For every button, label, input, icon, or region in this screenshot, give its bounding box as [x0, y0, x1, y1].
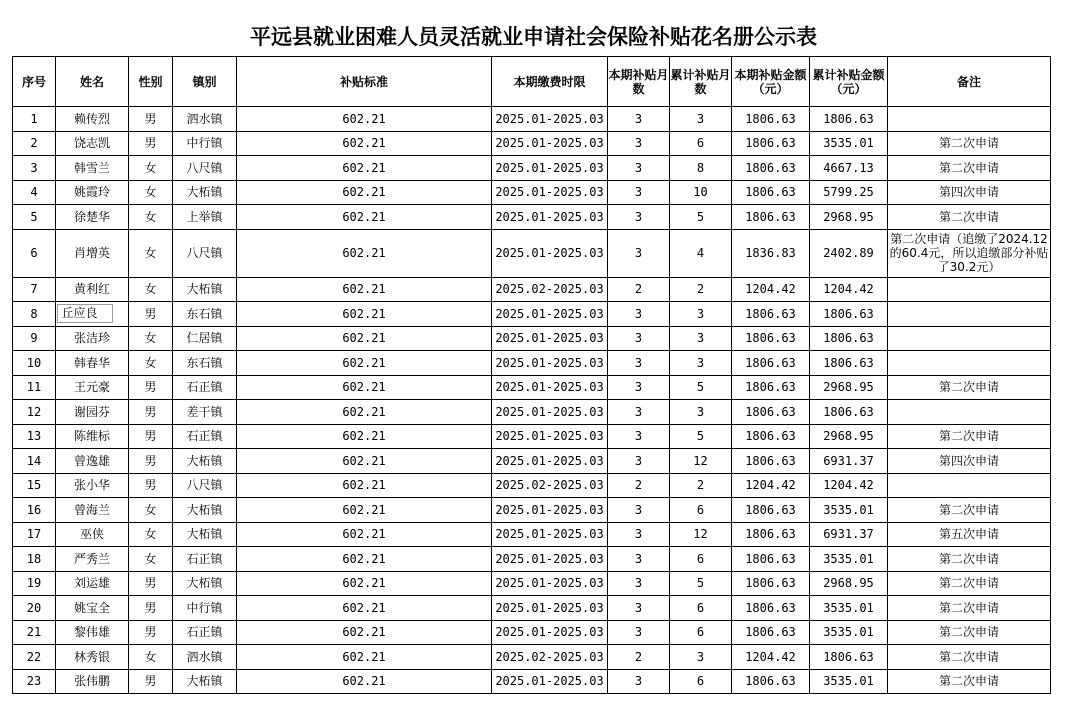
cell-period: 2025.01-2025.03	[492, 571, 608, 596]
cell-seq: 1	[13, 107, 56, 132]
cell-months-total: 6	[670, 131, 732, 156]
cell-amount-total: 5799.25	[810, 180, 888, 205]
cell-name: 王元豪	[56, 375, 129, 400]
cell-amount-total: 1806.63	[810, 107, 888, 132]
cell-gender: 男	[129, 620, 173, 645]
cell-standard: 602.21	[237, 669, 492, 694]
cell-seq: 23	[13, 669, 56, 694]
cell-town: 泗水镇	[173, 645, 237, 670]
cell-months-total: 5	[670, 571, 732, 596]
cell-amount-total: 6931.37	[810, 449, 888, 474]
cell-gender: 女	[129, 156, 173, 181]
cell-town: 大柘镇	[173, 277, 237, 302]
cell-note: 第二次申请	[888, 375, 1051, 400]
cell-months-total: 6	[670, 547, 732, 572]
cell-seq: 16	[13, 498, 56, 523]
cell-name: 饶志凯	[56, 131, 129, 156]
cell-town: 大柘镇	[173, 571, 237, 596]
cell-seq: 5	[13, 205, 56, 230]
cell-gender: 女	[129, 645, 173, 670]
cell-seq: 7	[13, 277, 56, 302]
cell-seq: 17	[13, 522, 56, 547]
cell-months-current: 3	[608, 205, 670, 230]
cell-period: 2025.01-2025.03	[492, 205, 608, 230]
cell-standard: 602.21	[237, 547, 492, 572]
cell-name: 曾逸雄	[56, 449, 129, 474]
cell-period: 2025.01-2025.03	[492, 522, 608, 547]
cell-note	[888, 277, 1051, 302]
cell-note: 第二次申请	[888, 669, 1051, 694]
table-row	[13, 571, 1051, 596]
cell-period: 2025.01-2025.03	[492, 498, 608, 523]
cell-town: 差干镇	[173, 400, 237, 425]
cell-amount-current: 1204.42	[732, 645, 810, 670]
cell-months-total: 5	[670, 375, 732, 400]
table-row	[13, 205, 1051, 230]
header-town: 镇别	[173, 57, 237, 107]
cell-amount-current: 1806.63	[732, 596, 810, 621]
cell-standard: 602.21	[237, 620, 492, 645]
cell-town: 上举镇	[173, 205, 237, 230]
cell-months-current: 3	[608, 669, 670, 694]
cell-months-current: 3	[608, 375, 670, 400]
header-name: 姓名	[56, 57, 129, 107]
cell-standard: 602.21	[237, 645, 492, 670]
cell-note	[888, 107, 1051, 132]
cell-months-current: 3	[608, 400, 670, 425]
header-seq: 序号	[13, 57, 56, 107]
cell-seq: 18	[13, 547, 56, 572]
cell-period: 2025.01-2025.03	[492, 180, 608, 205]
cell-standard: 602.21	[237, 131, 492, 156]
cell-period: 2025.01-2025.03	[492, 351, 608, 376]
cell-name: 黄利红	[56, 277, 129, 302]
cell-amount-current: 1806.63	[732, 669, 810, 694]
cell-amount-total: 3535.01	[810, 669, 888, 694]
cell-gender: 男	[129, 473, 173, 498]
cell-months-current: 3	[608, 596, 670, 621]
cell-amount-current: 1806.63	[732, 156, 810, 181]
cell-note: 第二次申请	[888, 205, 1051, 230]
cell-town: 大柘镇	[173, 180, 237, 205]
cell-name: 严秀兰	[56, 547, 129, 572]
cell-note: 第二次申请	[888, 131, 1051, 156]
cell-standard: 602.21	[237, 522, 492, 547]
cell-months-total: 6	[670, 669, 732, 694]
cell-months-total: 3	[670, 351, 732, 376]
document-title: 平远县就业困难人员灵活就业申请社会保险补贴花名册公示表	[250, 24, 817, 49]
cell-period: 2025.01-2025.03	[492, 156, 608, 181]
cell-gender: 女	[129, 547, 173, 572]
cell-standard: 602.21	[237, 229, 492, 277]
cell-period: 2025.01-2025.03	[492, 620, 608, 645]
cell-amount-current: 1806.63	[732, 547, 810, 572]
cell-town: 中行镇	[173, 131, 237, 156]
cell-months-total: 12	[670, 522, 732, 547]
cell-name: 巫侠	[56, 522, 129, 547]
cell-note	[888, 302, 1051, 327]
cell-town: 大柘镇	[173, 522, 237, 547]
cell-seq: 20	[13, 596, 56, 621]
table-row	[13, 669, 1051, 694]
header-amount-current: 本期补贴金额（元）	[732, 57, 810, 107]
cell-period: 2025.01-2025.03	[492, 424, 608, 449]
cell-period: 2025.01-2025.03	[492, 107, 608, 132]
cell-period: 2025.01-2025.03	[492, 326, 608, 351]
cell-amount-current: 1806.63	[732, 205, 810, 230]
cell-months-current: 3	[608, 424, 670, 449]
cell-name: 姚霞玲	[56, 180, 129, 205]
header-gender: 性别	[129, 57, 173, 107]
table-row	[13, 620, 1051, 645]
cell-amount-current: 1806.63	[732, 522, 810, 547]
cell-amount-total: 1204.42	[810, 277, 888, 302]
cell-amount-current: 1836.83	[732, 229, 810, 277]
cell-town: 泗水镇	[173, 107, 237, 132]
table-row	[13, 351, 1051, 376]
cell-months-current: 3	[608, 131, 670, 156]
cell-standard: 602.21	[237, 180, 492, 205]
cell-amount-total: 1806.63	[810, 645, 888, 670]
cell-months-current: 3	[608, 156, 670, 181]
cell-amount-total: 1806.63	[810, 400, 888, 425]
cell-amount-current: 1806.63	[732, 351, 810, 376]
header-months-total: 累计补贴月数	[670, 57, 732, 107]
cell-amount-current: 1806.63	[732, 620, 810, 645]
cell-gender: 女	[129, 351, 173, 376]
cell-amount-current: 1806.63	[732, 424, 810, 449]
cell-months-current: 3	[608, 326, 670, 351]
cell-months-current: 3	[608, 449, 670, 474]
cell-town: 八尺镇	[173, 156, 237, 181]
cell-standard: 602.21	[237, 156, 492, 181]
cell-months-total: 3	[670, 645, 732, 670]
cell-town: 大柘镇	[173, 498, 237, 523]
cell-town: 八尺镇	[173, 229, 237, 277]
cell-gender: 男	[129, 131, 173, 156]
cell-period: 2025.01-2025.03	[492, 669, 608, 694]
cell-standard: 602.21	[237, 351, 492, 376]
cell-note: 第四次申请	[888, 180, 1051, 205]
cell-gender: 男	[129, 571, 173, 596]
cell-months-total: 3	[670, 400, 732, 425]
cell-town: 东石镇	[173, 351, 237, 376]
cell-seq: 6	[13, 229, 56, 277]
cell-amount-total: 3535.01	[810, 498, 888, 523]
cell-town: 八尺镇	[173, 473, 237, 498]
cell-name: 曾海兰	[56, 498, 129, 523]
cell-seq: 3	[13, 156, 56, 181]
table-row	[13, 400, 1051, 425]
cell-seq: 15	[13, 473, 56, 498]
cell-months-current: 3	[608, 522, 670, 547]
cell-name: 陈维标	[56, 424, 129, 449]
cell-gender: 男	[129, 669, 173, 694]
cell-note	[888, 326, 1051, 351]
cell-gender: 男	[129, 424, 173, 449]
cell-amount-total: 2968.95	[810, 571, 888, 596]
cell-amount-total: 3535.01	[810, 620, 888, 645]
cell-standard: 602.21	[237, 302, 492, 327]
cell-standard: 602.21	[237, 400, 492, 425]
cell-note: 第二次申请	[888, 547, 1051, 572]
cell-amount-current: 1806.63	[732, 131, 810, 156]
cell-gender: 女	[129, 205, 173, 230]
table-row	[13, 107, 1051, 132]
cell-period: 2025.02-2025.03	[492, 277, 608, 302]
cell-amount-current: 1806.63	[732, 498, 810, 523]
cell-gender: 男	[129, 375, 173, 400]
table-row	[13, 498, 1051, 523]
cell-amount-total: 3535.01	[810, 547, 888, 572]
cell-seq: 14	[13, 449, 56, 474]
cell-gender: 男	[129, 302, 173, 327]
cell-gender: 男	[129, 596, 173, 621]
cell-name: 张小华	[56, 473, 129, 498]
cell-amount-total: 2968.95	[810, 205, 888, 230]
cell-period: 2025.02-2025.03	[492, 645, 608, 670]
cell-town: 石正镇	[173, 424, 237, 449]
cell-seq: 11	[13, 375, 56, 400]
cell-months-current: 2	[608, 473, 670, 498]
cell-period: 2025.01-2025.03	[492, 375, 608, 400]
cell-gender: 女	[129, 326, 173, 351]
cell-months-current: 2	[608, 277, 670, 302]
cell-amount-total: 4667.13	[810, 156, 888, 181]
cell-note	[888, 351, 1051, 376]
table-row	[13, 326, 1051, 351]
cell-amount-current: 1806.63	[732, 107, 810, 132]
cell-seq: 22	[13, 645, 56, 670]
cell-months-total: 5	[670, 424, 732, 449]
cell-months-current: 3	[608, 351, 670, 376]
cell-note: 第二次申请	[888, 571, 1051, 596]
table-row	[13, 449, 1051, 474]
cell-name: 谢园芬	[56, 400, 129, 425]
header-months-current: 本期补贴月数	[608, 57, 670, 107]
cell-months-current: 3	[608, 180, 670, 205]
cell-months-current: 2	[608, 645, 670, 670]
table-row	[13, 547, 1051, 572]
cell-name: 张洁珍	[56, 326, 129, 351]
cell-note	[888, 473, 1051, 498]
cell-months-total: 8	[670, 156, 732, 181]
cell-amount-current: 1204.42	[732, 277, 810, 302]
cell-seq: 2	[13, 131, 56, 156]
cell-note: 第二次申请	[888, 156, 1051, 181]
cell-months-total: 6	[670, 498, 732, 523]
cell-amount-current: 1806.63	[732, 302, 810, 327]
cell-standard: 602.21	[237, 449, 492, 474]
cell-months-total: 5	[670, 205, 732, 230]
cell-town: 大柘镇	[173, 449, 237, 474]
table-row	[13, 375, 1051, 400]
cell-amount-current: 1806.63	[732, 326, 810, 351]
cell-months-total: 3	[670, 326, 732, 351]
cell-name: 刘运雄	[56, 571, 129, 596]
cell-period: 2025.01-2025.03	[492, 229, 608, 277]
cell-amount-total: 2968.95	[810, 424, 888, 449]
table-row	[13, 645, 1051, 670]
cell-amount-total: 3535.01	[810, 596, 888, 621]
cell-note: 第二次申请（追缴了2024.12的60.4元，所以追缴部分补贴了30.2元）	[888, 229, 1051, 277]
cell-period: 2025.01-2025.03	[492, 596, 608, 621]
cell-amount-total: 1806.63	[810, 302, 888, 327]
cell-name: 赖传烈	[56, 107, 129, 132]
cell-period: 2025.01-2025.03	[492, 400, 608, 425]
cell-amount-current: 1806.63	[732, 571, 810, 596]
cell-period: 2025.01-2025.03	[492, 302, 608, 327]
cell-gender: 女	[129, 277, 173, 302]
cell-gender: 女	[129, 229, 173, 277]
cell-amount-current: 1806.63	[732, 449, 810, 474]
table-row	[13, 596, 1051, 621]
cell-gender: 女	[129, 522, 173, 547]
cell-period: 2025.01-2025.03	[492, 547, 608, 572]
cell-gender: 男	[129, 400, 173, 425]
cell-amount-total: 6931.37	[810, 522, 888, 547]
cell-town: 中行镇	[173, 596, 237, 621]
header-period: 本期缴费时限	[492, 57, 608, 107]
cell-standard: 602.21	[237, 375, 492, 400]
cell-standard: 602.21	[237, 205, 492, 230]
cell-name: 林秀银	[56, 645, 129, 670]
cell-months-current: 3	[608, 498, 670, 523]
cell-gender: 男	[129, 107, 173, 132]
cell-standard: 602.21	[237, 571, 492, 596]
cell-amount-total: 1806.63	[810, 351, 888, 376]
cell-months-current: 3	[608, 107, 670, 132]
cell-town: 石正镇	[173, 375, 237, 400]
cell-months-total: 10	[670, 180, 732, 205]
cell-months-current: 3	[608, 547, 670, 572]
cell-note: 第四次申请	[888, 449, 1051, 474]
cell-standard: 602.21	[237, 326, 492, 351]
cell-name: 徐楚华	[56, 205, 129, 230]
cell-seq: 19	[13, 571, 56, 596]
header-note: 备注	[888, 57, 1051, 107]
cell-name: 韩雪兰	[56, 156, 129, 181]
cell-seq: 10	[13, 351, 56, 376]
cell-gender: 女	[129, 498, 173, 523]
cell-note	[888, 400, 1051, 425]
cell-amount-total: 1806.63	[810, 326, 888, 351]
cell-seq: 8	[13, 302, 56, 327]
cell-seq: 9	[13, 326, 56, 351]
table-row	[13, 180, 1051, 205]
cell-note: 第二次申请	[888, 645, 1051, 670]
header-standard: 补贴标准	[237, 57, 492, 107]
cell-amount-total: 2968.95	[810, 375, 888, 400]
cell-months-current: 3	[608, 229, 670, 277]
cell-months-current: 3	[608, 620, 670, 645]
cell-amount-current: 1204.42	[732, 473, 810, 498]
cell-months-total: 12	[670, 449, 732, 474]
cell-seq: 21	[13, 620, 56, 645]
table-row	[13, 229, 1051, 277]
cell-town: 石正镇	[173, 547, 237, 572]
cell-months-total: 2	[670, 473, 732, 498]
cell-name: 张伟鹏	[56, 669, 129, 694]
cell-seq: 4	[13, 180, 56, 205]
cell-months-total: 2	[670, 277, 732, 302]
cell-town: 大柘镇	[173, 669, 237, 694]
cell-note: 第二次申请	[888, 620, 1051, 645]
cell-note: 第二次申请	[888, 424, 1051, 449]
cell-town: 东石镇	[173, 302, 237, 327]
cell-gender: 女	[129, 180, 173, 205]
cell-standard: 602.21	[237, 277, 492, 302]
cell-period: 2025.01-2025.03	[492, 131, 608, 156]
cell-amount-total: 2402.89	[810, 229, 888, 277]
cell-months-current: 3	[608, 571, 670, 596]
cell-standard: 602.21	[237, 424, 492, 449]
cell-name	[56, 302, 129, 327]
cell-months-total: 6	[670, 620, 732, 645]
cell-months-total: 6	[670, 596, 732, 621]
cell-period: 2025.02-2025.03	[492, 473, 608, 498]
cell-seq: 13	[13, 424, 56, 449]
cell-standard: 602.21	[237, 596, 492, 621]
cell-name: 姚宝全	[56, 596, 129, 621]
table-row	[13, 277, 1051, 302]
cell-amount-total: 3535.01	[810, 131, 888, 156]
cell-town: 仁居镇	[173, 326, 237, 351]
header-amount-total: 累计补贴金额（元）	[810, 57, 888, 107]
cell-months-current: 3	[608, 302, 670, 327]
cell-note: 第二次申请	[888, 498, 1051, 523]
cell-town: 石正镇	[173, 620, 237, 645]
table-row	[13, 131, 1051, 156]
cell-period: 2025.01-2025.03	[492, 449, 608, 474]
cell-name: 黎伟雄	[56, 620, 129, 645]
cell-months-total: 4	[670, 229, 732, 277]
cell-amount-current: 1806.63	[732, 400, 810, 425]
cell-note: 第二次申请	[888, 596, 1051, 621]
table-row	[13, 522, 1051, 547]
cell-months-total: 3	[670, 107, 732, 132]
cell-months-total: 3	[670, 302, 732, 327]
edited-name-box: 丘应良	[57, 304, 112, 323]
cell-amount-current: 1806.63	[732, 375, 810, 400]
roster-table	[12, 56, 1051, 694]
table-row	[13, 473, 1051, 498]
cell-standard: 602.21	[237, 473, 492, 498]
table-row	[13, 156, 1051, 181]
cell-seq: 12	[13, 400, 56, 425]
header-row	[13, 57, 1051, 107]
cell-name: 韩春华	[56, 351, 129, 376]
table-row	[13, 424, 1051, 449]
cell-standard: 602.21	[237, 107, 492, 132]
table-row	[13, 302, 1051, 327]
cell-amount-current: 1806.63	[732, 180, 810, 205]
roster-body	[13, 107, 1051, 694]
cell-standard: 602.21	[237, 498, 492, 523]
cell-name: 肖增英	[56, 229, 129, 277]
cell-gender: 男	[129, 449, 173, 474]
cell-note: 第五次申请	[888, 522, 1051, 547]
cell-amount-total: 1204.42	[810, 473, 888, 498]
